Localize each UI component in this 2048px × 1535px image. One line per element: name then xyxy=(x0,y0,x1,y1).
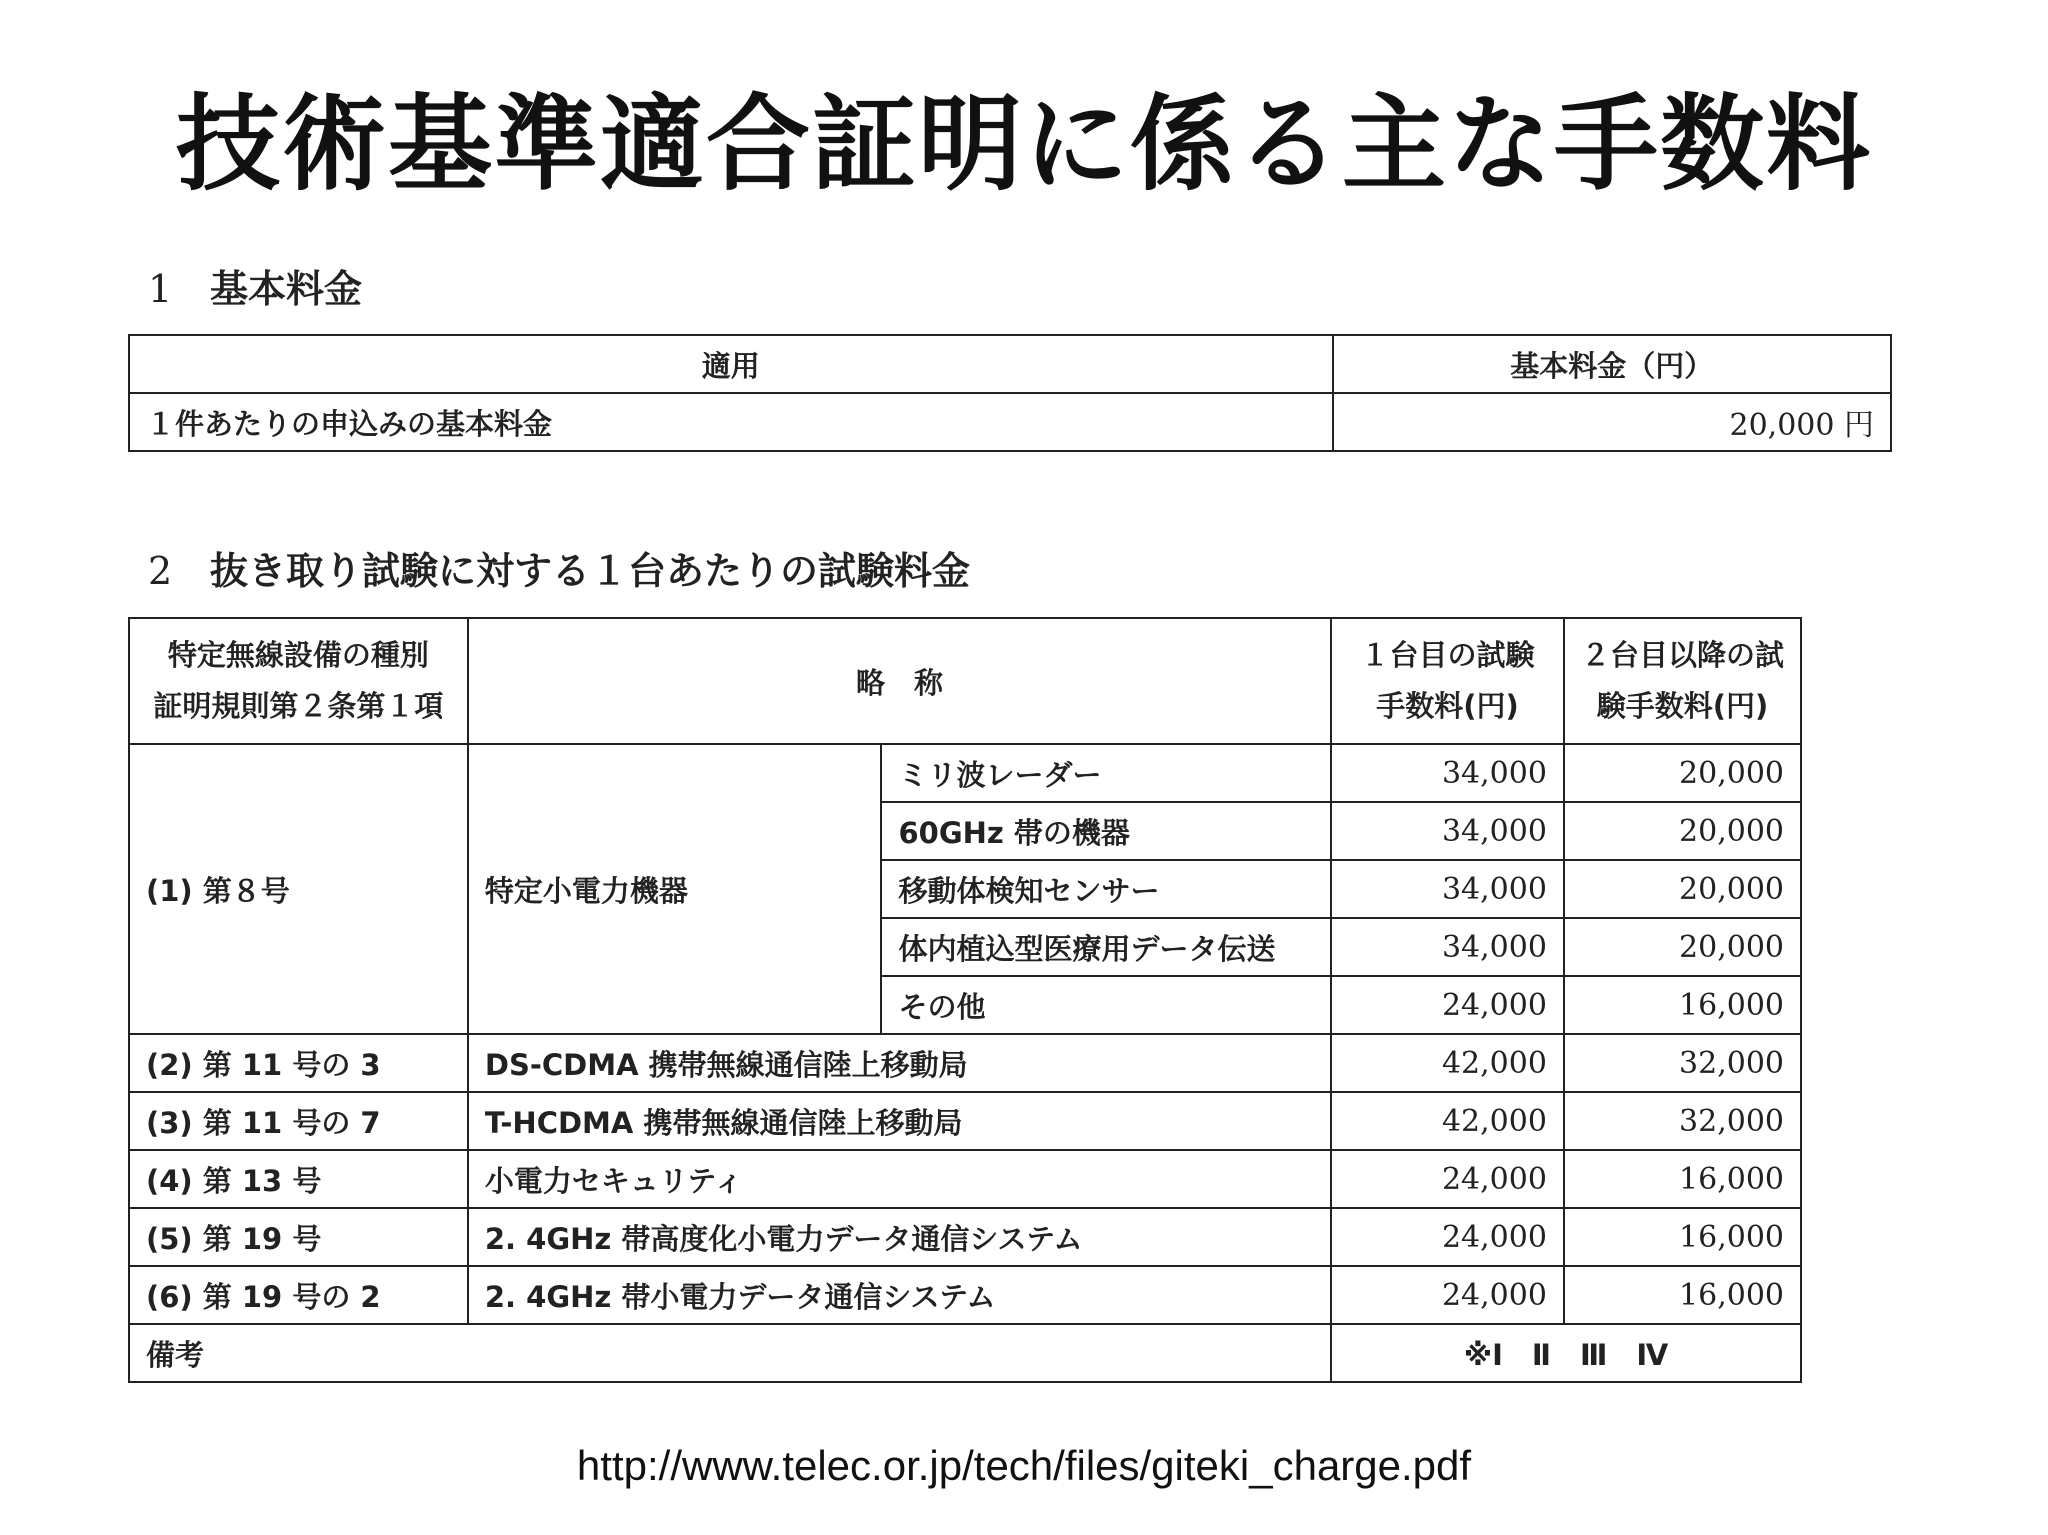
equipment-type: (2) 第 11 号の 3 xyxy=(129,1034,468,1092)
remarks-value: ※Ⅰ Ⅱ Ⅲ Ⅳ xyxy=(1331,1324,1801,1382)
section1-heading-text: 基本料金 xyxy=(210,267,363,311)
table-header-row xyxy=(129,618,1801,744)
second-unit-fee: 16,000 xyxy=(1564,1208,1801,1266)
header-apply: 適用 xyxy=(129,335,1333,393)
section2-heading xyxy=(148,540,970,595)
second-unit-fee: 16,000 xyxy=(1564,1150,1801,1208)
second-unit-fee: 20,000 xyxy=(1564,744,1801,802)
table-row xyxy=(129,335,1891,393)
table-row xyxy=(129,393,1891,451)
header-equipment-type: 特定無線設備の種別 証明規則第２条第１項 xyxy=(129,618,468,744)
first-unit-fee: 24,000 xyxy=(1331,976,1564,1034)
header-abbreviation: 略 称 xyxy=(468,618,1331,744)
equipment-type: (6) 第 19 号の 2 xyxy=(129,1266,468,1324)
remarks-label: 備考 xyxy=(129,1324,1331,1382)
second-unit-fee: 32,000 xyxy=(1564,1034,1801,1092)
second-unit-fee: 16,000 xyxy=(1564,976,1801,1034)
remarks-row xyxy=(129,1324,1801,1382)
first-unit-fee: 42,000 xyxy=(1331,1092,1564,1150)
device-name: 2. 4GHz 帯小電力データ通信システム xyxy=(468,1266,1331,1324)
table-row xyxy=(129,744,1801,802)
equipment-type: (5) 第 19 号 xyxy=(129,1208,468,1266)
first-unit-fee: 24,000 xyxy=(1331,1208,1564,1266)
equipment-type: (4) 第 13 号 xyxy=(129,1150,468,1208)
second-unit-fee: 20,000 xyxy=(1564,860,1801,918)
first-unit-fee: 34,000 xyxy=(1331,744,1564,802)
section2-heading-text: 抜き取り試験に対する１台あたりの試験料金 xyxy=(210,549,971,593)
second-unit-fee: 20,000 xyxy=(1564,918,1801,976)
first-unit-fee: 42,000 xyxy=(1331,1034,1564,1092)
device-name: DS-CDMA 携帯無線通信陸上移動局 xyxy=(468,1034,1331,1092)
section2-number: 2 xyxy=(148,549,173,593)
basic-fee-table xyxy=(128,334,1892,452)
basic-fee-label: １件あたりの申込みの基本料金 xyxy=(129,393,1333,451)
device-name: 小電力セキュリティ xyxy=(468,1150,1331,1208)
device-name: T-HCDMA 携帯無線通信陸上移動局 xyxy=(468,1092,1331,1150)
device-name: ミリ波レーダー xyxy=(881,744,1331,802)
group1-category: 特定小電力機器 xyxy=(468,744,882,1034)
first-unit-fee: 34,000 xyxy=(1331,860,1564,918)
device-name: 移動体検知センサー xyxy=(881,860,1331,918)
equipment-type: (3) 第 11 号の 7 xyxy=(129,1092,468,1150)
table-row xyxy=(129,1092,1801,1150)
device-name: 60GHz 帯の機器 xyxy=(881,802,1331,860)
section1-heading xyxy=(148,258,362,313)
device-name: 体内植込型医療用データ伝送 xyxy=(881,918,1331,976)
second-unit-fee: 16,000 xyxy=(1564,1266,1801,1324)
first-unit-fee: 34,000 xyxy=(1331,802,1564,860)
first-unit-fee: 34,000 xyxy=(1331,918,1564,976)
source-url: http://www.telec.or.jp/tech/files/giteki_charge.pdf xyxy=(576,1442,1472,1489)
header-first-unit-fee: １台目の試験 手数料(円) xyxy=(1331,618,1564,744)
header-basic-fee: 基本料金（円） xyxy=(1333,335,1891,393)
table-row xyxy=(129,1208,1801,1266)
first-unit-fee: 24,000 xyxy=(1331,1150,1564,1208)
test-fee-table xyxy=(128,617,1802,1383)
page-title: 技術基準適合証明に係る主な手数料 xyxy=(175,83,1872,205)
second-unit-fee: 20,000 xyxy=(1564,802,1801,860)
table-row xyxy=(129,1150,1801,1208)
device-name: 2. 4GHz 帯高度化小電力データ通信システム xyxy=(468,1208,1331,1266)
first-unit-fee: 24,000 xyxy=(1331,1266,1564,1324)
second-unit-fee: 32,000 xyxy=(1564,1092,1801,1150)
table-row xyxy=(129,1266,1801,1324)
table-row xyxy=(129,1034,1801,1092)
section1-number: 1 xyxy=(148,267,173,311)
group1-type: (1) 第８号 xyxy=(129,744,468,1034)
device-name: その他 xyxy=(881,976,1331,1034)
header-second-unit-fee: ２台目以降の試 験手数料(円) xyxy=(1564,618,1801,744)
basic-fee-value: 20,000 円 xyxy=(1333,393,1891,451)
